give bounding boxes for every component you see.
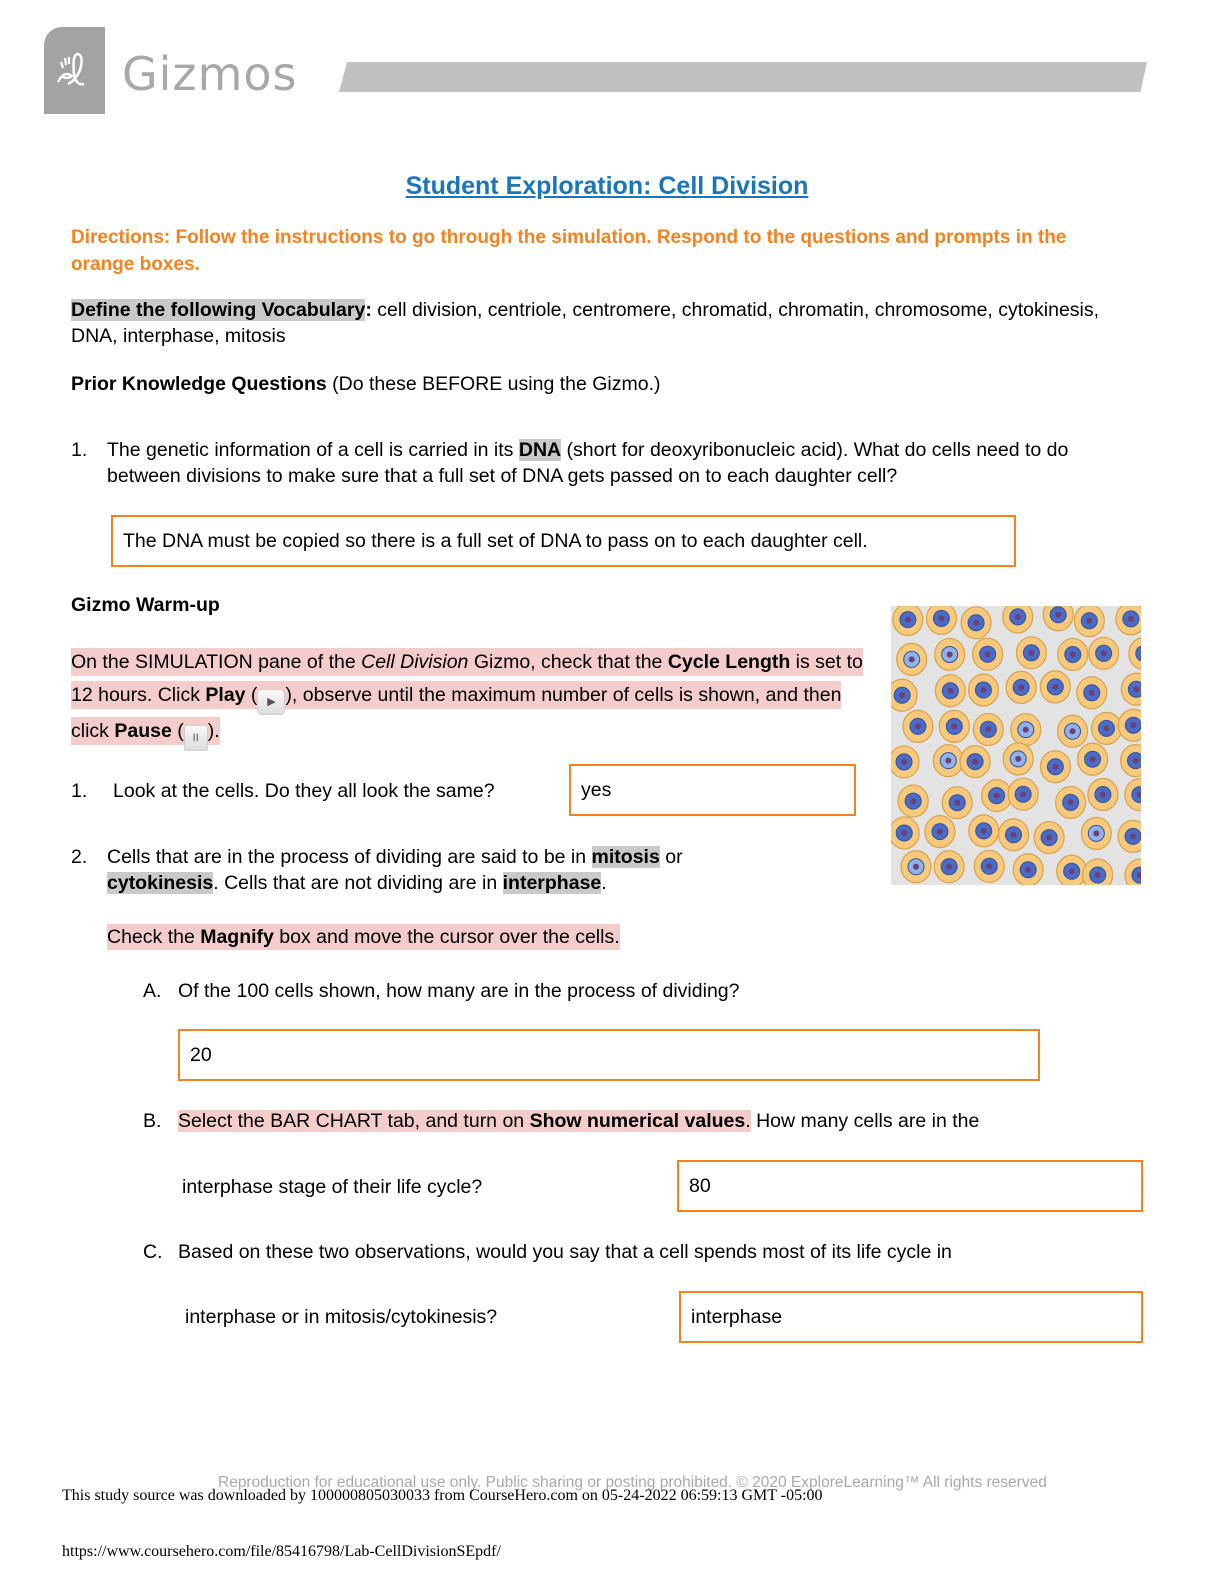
cell (1121, 673, 1141, 705)
cell (934, 851, 964, 883)
brand-name: Gizmos (122, 47, 298, 101)
subquestion-label: B. (143, 1110, 162, 1132)
warmup-instructions: On the SIMULATION pane of the Cell Division Gizmo, check that the Cycle Length is set to 12 hours. Click Play ( ▶ ), observe until the maximum number of cells is shown, and then click Pause ( II ). (71, 646, 871, 751)
play-icon: ▶ (257, 689, 285, 715)
cell (939, 710, 969, 742)
answer-box-a[interactable]: 20 (178, 1029, 1040, 1081)
study-source-notice: This study source was downloaded by 100000805030033 from CourseHero.com on 05-24-2022 06:59:13 GMT -05:00 (62, 1487, 823, 1504)
term-cytokinesis: cytokinesis (107, 872, 214, 894)
cell (1078, 743, 1108, 775)
subquestion-b: Select the BAR CHART tab, and turn on Show numerical values. How many cells are in the (178, 1110, 980, 1132)
question-number: 1. (71, 439, 88, 461)
source-url[interactable]: https://www.coursehero.com/file/85416798/Lab-CellDivisionSEpdf/ (62, 1543, 501, 1560)
cell (1089, 637, 1119, 669)
question-number: 1. (71, 780, 88, 802)
cell (1121, 745, 1141, 777)
cell (1008, 778, 1038, 810)
cell (973, 638, 1003, 670)
cell (1129, 638, 1141, 670)
cell (1116, 606, 1141, 635)
cell (1081, 817, 1111, 849)
term-mitosis: mitosis (591, 846, 660, 868)
cell (893, 606, 923, 636)
header-banner-bar (339, 62, 1147, 92)
term-interphase: interphase (502, 872, 602, 894)
directions-text: Directions: Follow the instructions to go through the simulation. Respond to the questions and prompts in the orange boxes. (71, 227, 1067, 275)
cell (1043, 606, 1073, 631)
cell (1011, 714, 1041, 746)
cell (973, 713, 1003, 745)
cell (960, 746, 990, 778)
cell (1016, 637, 1046, 669)
cell (1083, 859, 1113, 885)
cell (891, 679, 917, 711)
cell (903, 710, 933, 742)
cell (999, 819, 1029, 851)
subquestion-label: A. (143, 980, 162, 1002)
vocabulary-terms: cell division, centriole, centromere, chromatid, chromatin, chromosome, cytokinesis, DNA, interphase, mitosis (71, 299, 1100, 347)
cell (925, 816, 955, 848)
cell (1040, 671, 1070, 703)
prior-knowledge-heading: Prior Knowledge Questions (Do these BEFORE using the Gizmo.) (71, 373, 661, 395)
cell (1003, 606, 1033, 633)
cell (982, 780, 1012, 812)
magnify-instruction: Check the Magnify box and move the cursor over the cells. (107, 926, 620, 948)
question-number: 2. (71, 846, 88, 868)
cell (1074, 606, 1104, 637)
cell (898, 785, 928, 817)
cell (974, 850, 1004, 882)
cell-simulation-image (891, 606, 1141, 885)
cell (935, 675, 965, 707)
cell (926, 606, 956, 634)
cell (1034, 822, 1064, 854)
cell (901, 851, 931, 883)
cell (961, 607, 991, 639)
explorelearning-logo-icon (52, 44, 98, 94)
page-title: Student Exploration: Cell Division (405, 172, 809, 200)
cell (1057, 855, 1087, 885)
cell (933, 745, 963, 777)
cell (1040, 751, 1070, 783)
answer-box-warmup-1[interactable]: yes (569, 764, 856, 816)
subquestion-a: Of the 100 cells shown, how many are in the process of dividing? (178, 980, 740, 1002)
cell (1118, 709, 1141, 741)
cell (891, 817, 919, 849)
prior-question-1: The genetic information of a cell is carried in its DNA (short for deoxyribonucleic acid). What do cells need to do between divisions to make sure that a full set of DNA gets passed on to each daughter cell? (107, 439, 1069, 487)
cell (1091, 712, 1121, 744)
cell (1118, 820, 1141, 852)
vocabulary-label: Define the following Vocabulary (71, 299, 366, 321)
cell (897, 643, 927, 675)
cell (1003, 743, 1033, 775)
cell (1058, 638, 1088, 670)
cell (1077, 677, 1107, 709)
subquestion-c: Based on these two observations, would you say that a cell spends most of its life cycle in (178, 1241, 952, 1263)
cell (1006, 671, 1036, 703)
vocabulary-section: Define the following Vocabulary: cell division, centriole, centromere, chromatid, chromatin, chromosome, cytokinesis, DNA, interphase, mitosis (71, 299, 1100, 347)
subquestion-b-line2: interphase stage of their life cycle? (182, 1176, 483, 1198)
cell (1125, 859, 1141, 885)
subquestion-c-line2: interphase or in mitosis/cytokinesis? (185, 1306, 498, 1328)
cell (1088, 779, 1118, 811)
warmup-question-2: Cells that are in the process of dividing are said to be in mitosis or cytokinesis. Cells that are not dividing are in interphase. (107, 846, 683, 894)
cell (935, 638, 965, 670)
answer-box-c[interactable]: interphase (679, 1291, 1143, 1343)
warmup-question-1: Look at the cells. Do they all look the same? (113, 780, 495, 802)
cell (1058, 715, 1088, 747)
answer-box-prior-1[interactable]: The DNA must be copied so there is a full set of DNA to pass on to each daughter cell. (111, 515, 1016, 567)
cell (1056, 786, 1086, 818)
cell (942, 787, 972, 819)
cell (1125, 779, 1141, 811)
cell (969, 815, 999, 847)
answer-box-b[interactable]: 80 (677, 1160, 1143, 1212)
cell (968, 674, 998, 706)
cell (891, 746, 919, 778)
warmup-heading: Gizmo Warm-up (71, 594, 220, 616)
term-dna: DNA (518, 439, 562, 461)
pause-icon: II (184, 725, 208, 751)
cell (1013, 854, 1043, 885)
subquestion-label: C. (143, 1241, 163, 1263)
copyright-notice: Reproduction for educational use only. Public sharing or posting prohibited. © 2020 ExploreLearning™ All rights reserved (218, 1474, 1047, 1491)
